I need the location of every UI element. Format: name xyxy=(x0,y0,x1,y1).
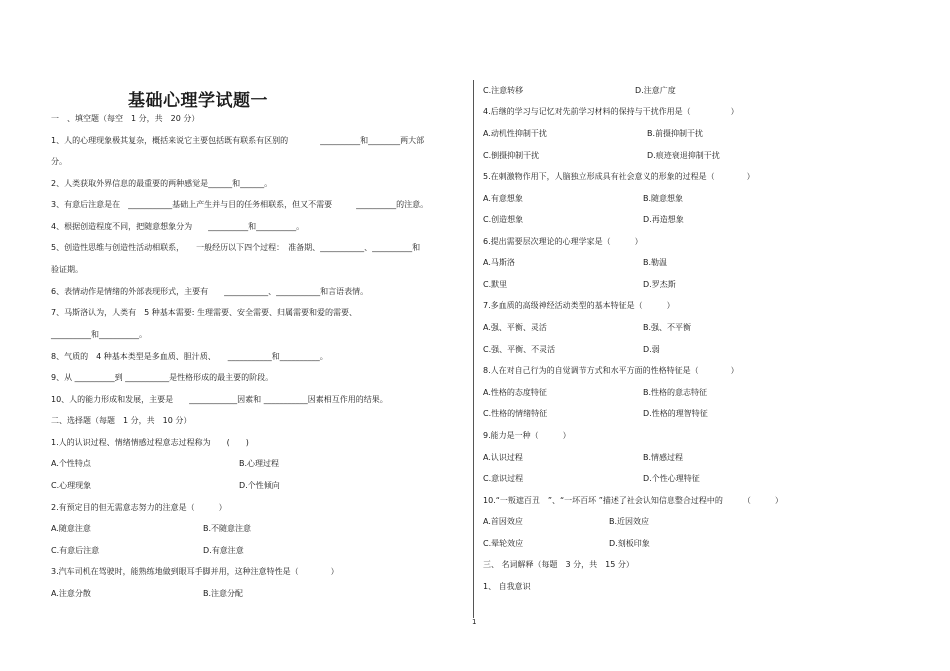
question-text: 9、从 __________到 ___________是性格形成的最主要的阶段。 xyxy=(51,373,274,382)
option-b: B.情感过程 xyxy=(643,453,684,462)
option-a: A.动机性抑制干扰 xyxy=(483,129,547,138)
option-b: B.近因效应 xyxy=(609,517,650,526)
question-text: 10、人的能力形成和发展，主要是 ____________因素和 ___________因素相互作用的结果。 xyxy=(51,395,388,404)
question-text: 1、人的心理现象极其复杂，概括来说它主要包括既有联系有区别的 __________和________两大部 xyxy=(51,136,425,145)
column-divider xyxy=(473,80,474,618)
option-b: B.强、不平衡 xyxy=(643,323,692,332)
option-c: C.性格的情绪特征 xyxy=(483,409,548,418)
section-heading-terms: 三、 名词解释（每题 3 分，共 15 分） xyxy=(483,560,634,569)
question-text: 1.人的认识过程、情绪情感过程意志过程称为 ( ) xyxy=(51,438,249,447)
option-c: C.有意后注意 xyxy=(51,546,100,555)
option-b: B.前摄抑制干扰 xyxy=(647,129,704,138)
question-text: 8、气质的 4 种基本类型是多血质、胆汁质、 ___________和__________。 xyxy=(51,352,328,361)
question-text: 1、 自我意识 xyxy=(483,582,531,591)
option-b: B.随意想象 xyxy=(643,194,684,203)
option-b: B.心理过程 xyxy=(239,459,280,468)
option-d: D.再造想象 xyxy=(643,215,684,224)
option-c: C.默里 xyxy=(483,280,508,289)
option-a: A.注意分散 xyxy=(51,589,91,598)
option-c: C.晕轮效应 xyxy=(483,539,524,548)
page-title: 基础心理学试题一 xyxy=(128,91,268,111)
question-text: 3、有意后注意是在 ___________基础上产生并与目的任务相联系，但又不需要 __________的注意。 xyxy=(51,200,429,209)
option-c: C.强、平衡、不灵活 xyxy=(483,345,556,354)
question-text: 4、根据创造程度不同，把随意想象分为 __________和__________。 xyxy=(51,222,305,231)
option-a: A.性格的态度特征 xyxy=(483,388,547,397)
option-d: D.性格的理智特征 xyxy=(643,409,708,418)
option-a: A.强、平衡、灵活 xyxy=(483,323,547,332)
option-c: C.意识过程 xyxy=(483,474,524,483)
question-text: 验证期。 xyxy=(51,265,83,274)
option-d: D.痕迹衰退抑制干扰 xyxy=(647,151,720,160)
question-text: 7、马斯洛认为，人类有 5 种基本需要: 生理需要、安全需要、归属需要和爱的需要、 xyxy=(51,308,357,317)
option-d: D.个性心理特征 xyxy=(643,474,700,483)
option-a: A.马斯洛 xyxy=(483,258,515,267)
option-d: D.个性倾向 xyxy=(239,481,280,490)
question-text: 5、创造性思维与创造性活动相联系， 一般经历以下四个过程： 准备期、___________、__________和 xyxy=(51,243,421,252)
option-d: D.注意广度 xyxy=(635,86,676,95)
question-text: 10.“一叛遮百丑 ”、“一坏百坏 ”描述了社会认知信息整合过程中的 （ ） xyxy=(483,496,783,505)
option-b: B.注意分配 xyxy=(203,589,244,598)
option-a: A.认识过程 xyxy=(483,453,523,462)
option-c: C.创造想象 xyxy=(483,215,524,224)
question-text: 2、人类获取外界信息的最重要的两种感觉是______和______。 xyxy=(51,179,273,188)
question-text: 4.后继的学习与记忆对先前学习材料的保持与干扰作用是（ ） xyxy=(483,107,739,116)
question-text: __________和__________。 xyxy=(51,330,147,339)
option-d: D.有意注意 xyxy=(203,546,244,555)
question-text: 5.在刺激物作用下，人脑独立形成具有社会意义的形象的过程是（ ） xyxy=(483,172,755,181)
option-c: C.倒摄抑制干扰 xyxy=(483,151,540,160)
option-a: A.随意注意 xyxy=(51,524,91,533)
option-c: C.注意转移 xyxy=(483,86,524,95)
option-a: A.首因效应 xyxy=(483,517,523,526)
option-a: A.有意想象 xyxy=(483,194,523,203)
section-heading-fill-blank: 一 、填空题（每空 1 分，共 20 分） xyxy=(51,114,200,123)
question-text: 6、表情动作是情绪的外部表现形式，主要有 ___________、___________和言语表情。 xyxy=(51,287,369,296)
page-number: 1 xyxy=(472,618,477,626)
option-a: A.个性特点 xyxy=(51,459,91,468)
option-b: B.不随意注意 xyxy=(203,524,252,533)
question-text: 3.汽车司机在驾驶时，能熟练地做到眼耳手脚并用，这种注意特性是（ ） xyxy=(51,567,339,576)
question-text: 6.提出需要层次理论的心理学家是（ ） xyxy=(483,237,643,246)
option-d: D.弱 xyxy=(643,345,660,354)
option-c: C.心理现象 xyxy=(51,481,92,490)
option-d: D.刻板印象 xyxy=(609,539,650,548)
section-heading-choice: 二、选择题（每题 1 分，共 10 分） xyxy=(51,416,192,425)
option-d: D.罗杰斯 xyxy=(643,280,676,289)
question-text: 2.有预定目的但无需意志努力的注意是（ ） xyxy=(51,503,227,512)
option-b: B.性格的意志特征 xyxy=(643,388,708,397)
question-text: 分。 xyxy=(51,157,67,166)
question-text: 7.多血质的高级神经活动类型的基本特征是（ ） xyxy=(483,301,675,310)
question-text: 8.人在对自己行为的自觉调节方式和水平方面的性格特征是（ ） xyxy=(483,366,739,375)
option-b: B.勒温 xyxy=(643,258,668,267)
question-text: 9.能力是一种（ ） xyxy=(483,431,571,440)
